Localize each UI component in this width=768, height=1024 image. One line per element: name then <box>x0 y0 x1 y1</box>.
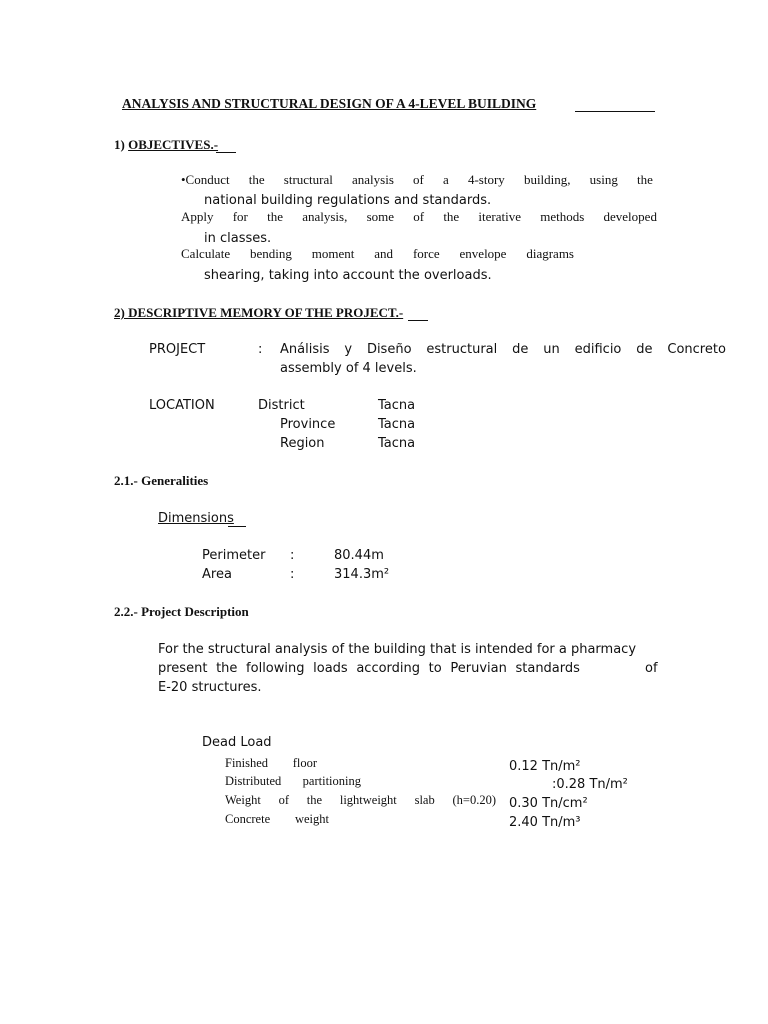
objective-2-line-1: Apply for the analysis, some of the iterative methods developed <box>181 209 657 224</box>
project-line-2: assembly of 4 levels. <box>280 361 417 376</box>
load-row-3-value: 0.30 Tn/cm² <box>509 796 588 811</box>
region-value: Tacna <box>378 436 416 451</box>
section-1-number: 1) <box>114 137 125 152</box>
dead-load-heading: Dead Load <box>202 735 272 750</box>
description-line-2: present the following loads according to Peruvian standards <box>158 661 580 676</box>
project-label: PROJECT <box>149 342 206 357</box>
objective-1-line-1: •Conduct the structural analysis of a 4-story building, using the <box>181 172 653 187</box>
section-1-heading-trail <box>216 152 236 153</box>
load-row-3-label: Weight of the lightweight slab (h=0.20) <box>225 793 496 807</box>
section-2-2-heading: 2.2.- Project Description <box>114 604 249 619</box>
load-row-4-value: 2.40 Tn/m³ <box>509 815 581 830</box>
perimeter-colon: : <box>290 548 295 563</box>
objective-2-line-2: in classes. <box>204 231 272 246</box>
section-2-heading: 2) DESCRIPTIVE MEMORY OF THE PROJECT.- <box>114 305 404 320</box>
objective-3-line-2: shearing, taking into account the overloads. <box>204 268 492 283</box>
dimensions-label: Dimensions <box>158 511 234 526</box>
description-line-1: For the structural analysis of the building that is intended for a pharmacy <box>158 642 637 657</box>
objective-1-line-2: national building regulations and standards. <box>204 193 492 208</box>
load-row-2-value: :0.28 Tn/m² <box>552 777 628 792</box>
province-label: Province <box>280 417 336 432</box>
area-colon: : <box>290 567 295 582</box>
document-title: ANALYSIS AND STRUCTURAL DESIGN OF A 4-LEVEL BUILDING <box>122 96 537 111</box>
load-row-2-label: Distributed partitioning <box>225 774 361 788</box>
load-row-4-label: Concrete weight <box>225 812 329 826</box>
province-value: Tacna <box>378 417 416 432</box>
district-label: District <box>258 398 305 413</box>
objective-3-line-1: Calculate bending moment and force envelope diagrams <box>181 246 574 261</box>
description-line-2-of: of <box>645 661 658 676</box>
perimeter-label: Perimeter <box>202 548 266 563</box>
section-1-heading <box>114 137 218 153</box>
region-label: Region <box>280 436 325 451</box>
section-2-heading-trail <box>408 320 428 321</box>
section-1-title: OBJECTIVES.- <box>128 137 219 152</box>
description-line-3: E-20 structures. <box>158 680 262 695</box>
load-row-1-value: 0.12 Tn/m² <box>509 759 581 774</box>
perimeter-value: 80.44m <box>334 548 384 563</box>
title-underline-extension <box>575 111 655 112</box>
dimensions-trail <box>228 526 246 527</box>
load-row-1-label: Finished floor <box>225 756 317 770</box>
district-value: Tacna <box>378 398 416 413</box>
project-line-1: Análisis y Diseño estructural de un edificio de Concreto <box>280 342 726 357</box>
section-2-1-heading: 2.1.- Generalities <box>114 473 209 488</box>
project-colon: : <box>258 342 263 357</box>
area-value: 314.3m² <box>334 567 390 582</box>
location-label: LOCATION <box>149 398 215 413</box>
area-label: Area <box>202 567 232 582</box>
